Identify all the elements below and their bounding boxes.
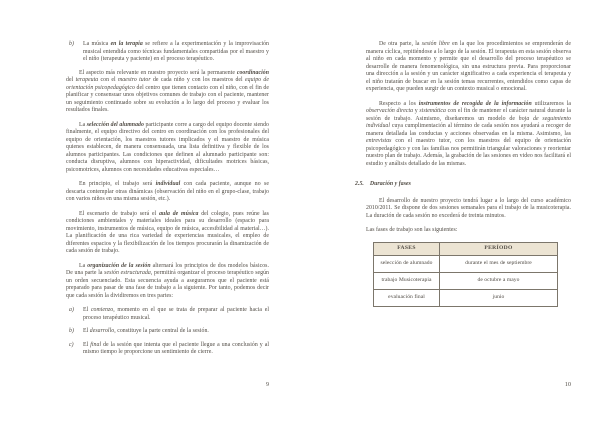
list-marker: c) [69, 341, 74, 348]
list-marker: a) [69, 307, 74, 313]
list-item-b [66, 328, 269, 336]
list-marker: b) [69, 328, 74, 334]
paragraph-organizacion: La organización de la sesión alternará los principios de dos modelos básicos. De una parte la sesión estructurada, permitirá organizar el proceso terapéutico según un orden secuenciado. Esta secuencia ayuda a asegurarnos que el paciente está preparado para pasar de una fase de trabajo a la siguiente. Por tanto, podemos decir que cada sesión la dividiremos en tres partes: [66, 262, 269, 299]
paragraph-desarrollo-proyecto: El desarrollo de nuestro proyecto tendrá lugar a lo largo del curso académico 2010/2011. Se dispone de dos sesiones semanales para el trabajo de la musicoterapia. La duración de cada sesión no excederá de treinta minutos. [366, 197, 571, 219]
section-number: 2.5. [355, 181, 364, 187]
table-cell: junio [440, 289, 558, 306]
page-number-left: 9 [265, 382, 269, 388]
list-item-text: El final de la sesión que intenta que el paciente llegue a una conclusión y al mismo tiempo le proporcione un sentimiento de cierre. [83, 341, 269, 355]
paragraph-individual: En principio, el trabajo será individual con cada paciente, aunque no se descarta contemplar otras dinámicas (observación del niño en el grupo-clase, trabajo con varios niños en una misma sesión, etc.). [66, 181, 269, 202]
table-row [374, 289, 558, 306]
table-header-row [374, 242, 558, 255]
page-left [66, 41, 270, 388]
list-item-text: La música en la terapia se refiere a la experimentación y la improvisación musical entendida como técnicas fundamentales compartidas por el maestro y el niño (terapeuta y paciente) en el proceso terapéutico. [83, 41, 270, 62]
table-row [374, 255, 558, 272]
paragraph-sesion-libre: De otra parte, la sesión libre en la que los procedimientos se emprenderán de manera cíclica, repitiéndose a lo largo de la sesión. El terapeuta en esta sesión observa al niño en cada momento y permite que el desarrollo del proceso terapéutico se desarrolle de manera fenomenológica, sin una estructura previa. Para proporcionar una dirección a la sesión y un carácter significativo a cada experiencia el terapeuta y el niño tratarán de buscar en la sesión temas recurrentes, entendidos como capas de experiencia, que pueden surgir de un contexto musical o emocional. [366, 41, 571, 92]
page-right [355, 41, 572, 388]
table-cell: evaluación final [374, 289, 440, 306]
section-heading [355, 181, 571, 189]
paragraph-coordinacion: El aspecto más relevante en nuestro proyecto será la permanente coordinación del terapeuta con el maestro tutor de cada niño y con los maestros del equipo de orientación psicopedagógico del centro que tienen contacto con el niño, con el fin de planificar y consensuar unos objetivos comunes de trabajo con el paciente, mantener un seguimiento continuado sobre su evolución a lo largo del proceso y evaluar los resultados finales. [66, 69, 269, 113]
list-item-text: El comienzo, momento en el que se trata de preparar al paciente hacia el proceso terapéutico musical. [83, 307, 269, 321]
list-marker: b) [69, 41, 74, 47]
phases-table [373, 242, 558, 307]
table-cell: selección de alumnado [374, 255, 440, 272]
list-item-c [66, 342, 269, 357]
table-header-periodo: PERÍODO [440, 242, 558, 255]
table-cell: durante el mes de septiembre [440, 255, 558, 272]
table-row [374, 272, 558, 289]
page-number-right: 10 [564, 382, 571, 388]
paragraph-instrumentos: Respecto a los instrumentos de recogida de la información utilizaremos la observación directa y sistemática con el fin de mantener el carácter natural durante la sesión de trabajo. Asimismo, diseñaremos un modelo de hoja de seguimiento individual cuya cumplimentación al término de cada sesión nos ayudará a recoger de manera detallada las conductas y acciones observadas en la misma. Asimismo, las entrevistas con el maestro tutor, con los maestros del equipo de orientación psicopedagógico y con las familias nos permitirán triangular valoraciones y reorientar nuestro plan de trabajo. Además, la grabación de las sesiones en video nos facilitará el estudio y análisis detallado de las mismas. [366, 100, 572, 167]
list-item-a [66, 307, 269, 322]
table-cell: trabajo Musicoterapia [374, 272, 440, 289]
list-item-text: El desarrollo, constituye la parte central de la sesión. [83, 328, 209, 334]
list-item-b-top [66, 41, 269, 64]
paragraph-seleccion: La selección del alumnado participante corre a cargo del equipo docente siendo finalmente, el equipo directivo del centro en coordinación con los profesionales del equipo de orientación, los maestros tutores implicados y el maestro de música quienes establecen, de manera consensuada, una lista definitiva y flexible de los alumnos participantes. Las condiciones que definen al alumnado participante son: conducta disruptiva, alumnos con hiperactividad, dificultades motrices básicas, psicomotrices, alumnos con necesidades educativas especiales… [66, 121, 269, 173]
table-cell: de octubre a mayo [440, 272, 558, 289]
table-header-fases: FASES [374, 242, 440, 255]
paragraph-fases-intro: Las fases de trabajo son las siguientes: [366, 227, 458, 233]
section-title: Duración y fases [369, 181, 411, 187]
paragraph-escenario: El escenario de trabajo será el aula de música del colegio, pues reúne las condiciones ambientales y materiales ideales para su desarrollo (espacio para movimiento, instrumentos de música, equipo de música, accesibilidad al material…). La planificación de una rica variedad de experiencias musicales, el empleo de diferentes espacios y la flexibilización de los tiempos procurarán la dinamización de cada sesión de trabajo. [66, 210, 269, 254]
